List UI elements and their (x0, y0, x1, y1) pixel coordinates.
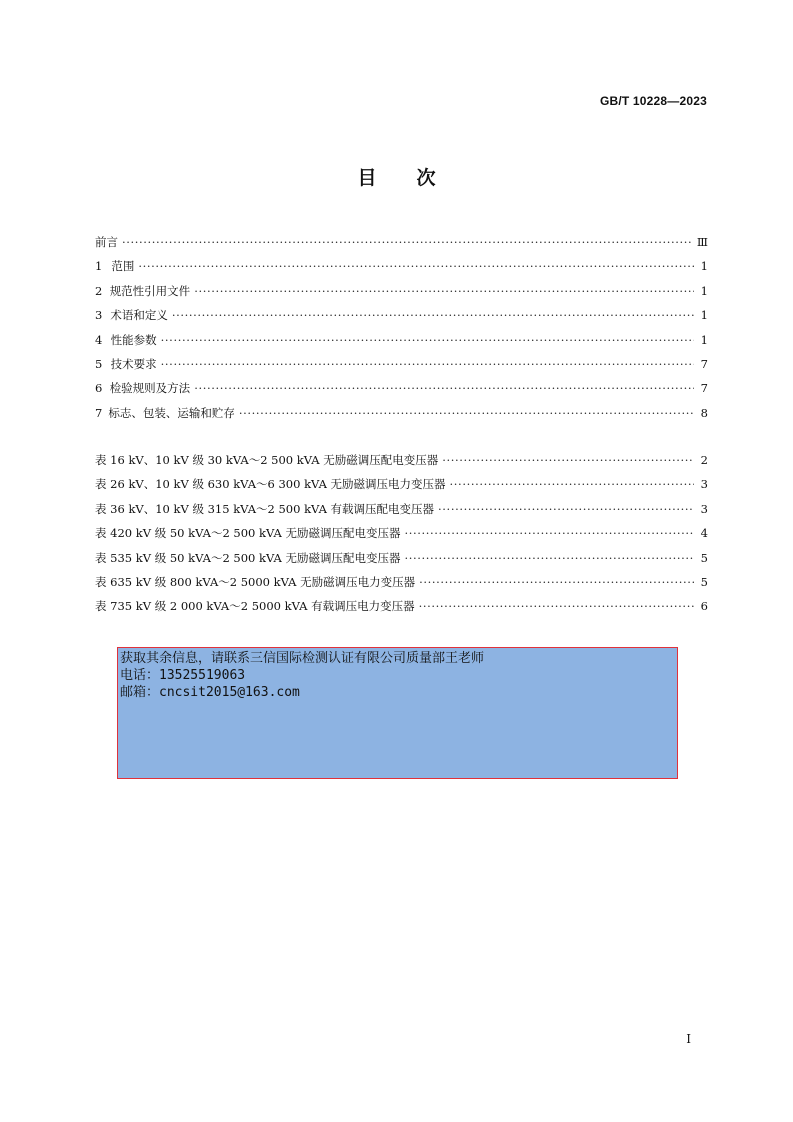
leader-dots (194, 376, 694, 400)
table-entry-number: 表 2 (95, 477, 118, 492)
toc-entry-page: 8 (700, 405, 708, 420)
table-entry[interactable] (95, 594, 708, 618)
table-entry-page: 6 (700, 599, 708, 614)
leader-dots (419, 570, 694, 594)
leader-dots (419, 594, 694, 618)
table-entry-label: 20 kV 级 50 kVA～2 500 kVA 无励磁调压配电变压器 (117, 526, 401, 541)
toc-entry-label: 术语和定义 (110, 308, 168, 323)
toc-entry[interactable] (95, 279, 708, 303)
toc-entry[interactable] (95, 230, 708, 254)
table-entry-number: 表 1 (95, 453, 118, 467)
toc-entry-number: 4 (95, 332, 103, 347)
leader-dots (438, 497, 694, 521)
leader-dots (161, 328, 694, 352)
table-entry-page: 4 (700, 526, 708, 541)
toc-entry-label: 范围 (111, 259, 135, 274)
notice-email[interactable]: 邮箱：cncsit2015@163.com (120, 685, 300, 700)
toc-entry-label: 规范性引用文件 (109, 283, 191, 298)
table-entry-page: 2 (700, 453, 708, 467)
toc-entry-number: 5 (95, 356, 103, 371)
toc-entry[interactable] (95, 303, 708, 327)
toc-entry-page: 7 (700, 381, 708, 396)
leader-dots (172, 303, 694, 327)
table-entry[interactable] (95, 497, 708, 521)
toc-entry-number: 2 (95, 283, 103, 298)
table-entry-page: 5 (700, 574, 708, 589)
toc-entry-page: 1 (700, 259, 708, 274)
table-entry[interactable] (95, 546, 708, 570)
document-code: GB/T 10228—2023 (599, 94, 707, 108)
leader-dots (404, 521, 694, 545)
toc-entry-label: 技术要求 (110, 356, 157, 371)
leader-dots (239, 401, 694, 425)
toc-entry[interactable] (95, 352, 708, 376)
leader-dots (442, 448, 694, 472)
toc-entry-page: 7 (700, 356, 708, 371)
table-entry-label: 35 kV 级 2 000 kVA～2 5000 kVA 有载调压电力变压器 (117, 599, 415, 614)
leader-dots (138, 254, 694, 278)
tables-list (95, 448, 708, 619)
toc-entry-number: 6 (95, 381, 103, 396)
toc-entry-label: 标志、包装、运输和贮存 (108, 405, 235, 420)
toc-entry-number: 3 (95, 308, 103, 323)
table-entry-number: 表 5 (95, 550, 118, 565)
table-entry-label: 6 kV、10 kV 级 30 kVA～2 500 kVA 无励磁调压配电变压器 (117, 453, 439, 467)
table-entry-number: 表 4 (95, 526, 118, 541)
notice-message: 获取其余信息，请联系三信国际检测认证有限公司质量部王老师 (120, 651, 485, 666)
table-entry-page: 3 (700, 501, 708, 516)
leader-dots (122, 230, 693, 254)
toc-entry-page: 1 (700, 332, 708, 347)
toc-entry-page: 1 (700, 283, 708, 298)
page-number: I (686, 1032, 691, 1046)
table-entry[interactable] (95, 472, 708, 496)
toc-entry[interactable] (95, 328, 708, 352)
toc-entry-label: 检验规则及方法 (109, 381, 191, 396)
toc-entry[interactable] (95, 254, 708, 278)
toc-entry-label: 前言 (95, 235, 118, 249)
toc-entry-page: Ⅲ (696, 235, 708, 249)
toc-entry-label: 性能参数 (110, 332, 157, 347)
toc-entry-page: 1 (700, 308, 708, 323)
leader-dots (450, 472, 694, 496)
table-entry-number: 表 7 (95, 599, 118, 614)
table-entry[interactable] (95, 521, 708, 545)
table-entry[interactable] (95, 448, 708, 472)
table-entry-page: 3 (700, 477, 708, 492)
leader-dots (404, 546, 694, 570)
leader-dots (194, 279, 694, 303)
table-entry-number: 表 3 (95, 501, 118, 516)
table-entry-label: 6 kV、10 kV 级 315 kVA～2 500 kVA 有载调压配电变压器 (117, 501, 435, 516)
toc-entry[interactable] (95, 401, 708, 425)
toc-entry[interactable] (95, 376, 708, 400)
table-entry-label: 35 kV 级 50 kVA～2 500 kVA 无励磁调压配电变压器 (117, 550, 401, 565)
table-entry-label: 6 kV、10 kV 级 630 kVA～6 300 kVA 无励磁调压电力变压器 (117, 477, 446, 492)
leader-dots (161, 352, 694, 376)
contents-list (95, 230, 708, 425)
page-title: 目次 (357, 167, 476, 189)
table-entry-label: 35 kV 级 800 kVA～2 5000 kVA 无励磁调压电力变压器 (117, 574, 416, 589)
table-entry-page: 5 (700, 550, 708, 565)
toc-entry-number: 1 (95, 259, 103, 274)
table-entry-number: 表 6 (95, 574, 118, 589)
table-entry[interactable] (95, 570, 708, 594)
contact-notice-box (117, 647, 678, 779)
notice-phone: 电话：13525519063 (120, 668, 246, 683)
toc-entry-number: 7 (95, 405, 103, 420)
